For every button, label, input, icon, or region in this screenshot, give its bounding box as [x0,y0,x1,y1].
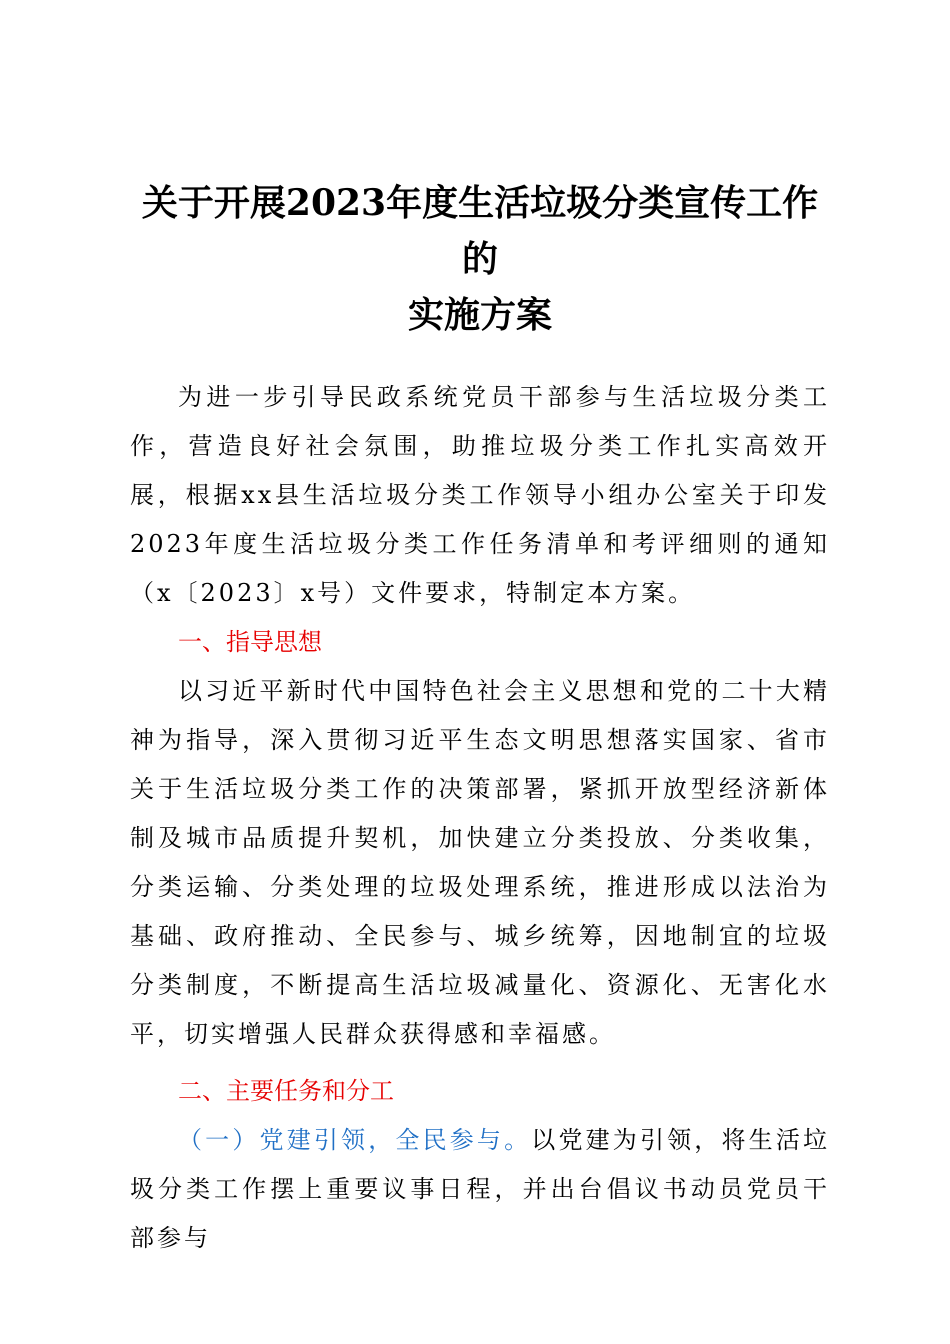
section-1-heading: 一、指导思想 [178,628,322,656]
document-title [130,175,830,343]
item-1-paragraph [130,1116,830,1263]
section-1-body: 以习近平新时代中国特色社会主义思想和党的二十大精神为指导，深入贯彻习近平生态文明思想落实国家、省市关于生活垃圾分类工作的决策部署，紧抓开放型经济新体制及城市品质提升契机，加快建立分类投放、分类收集，分类运输、分类处理的垃圾处理系统，推进形成以法治为基础、政府推动、全民参与、城乡统筹，因地制宜的垃圾分类制度，不断提高生活垃圾减量化、资源化、无害化水平，切实增强人民群众获得感和幸福感。 [130,677,830,1048]
intro-paragraph: 为进一步引导民政系统党员干部参与生活垃圾分类工作，营造良好社会氛围，助推垃圾分类工作扎实高效开展，根据xx县生活垃圾分类工作领导小组办公室关于印发2023年度生活垃圾分类工作任务清单和考评细则的通知（x〔2023〕x号）文件要求，特制定本方案。 [130,383,830,607]
title-line-2: 实施方案 [407,294,552,336]
section-2-heading: 二、主要任务和分工 [178,1077,394,1105]
item-1-label: （一）党建引领，全民参与。 [178,1126,532,1154]
item-1-body: 以党建为引领，将生活垃圾分类工作摆上重要议事日程，并出台倡议书动员党员干部参与 [130,1126,831,1252]
title-line-1: 关于开展2023年度生活垃圾分类宣传工作的 [141,182,819,280]
document-page [130,175,830,1263]
